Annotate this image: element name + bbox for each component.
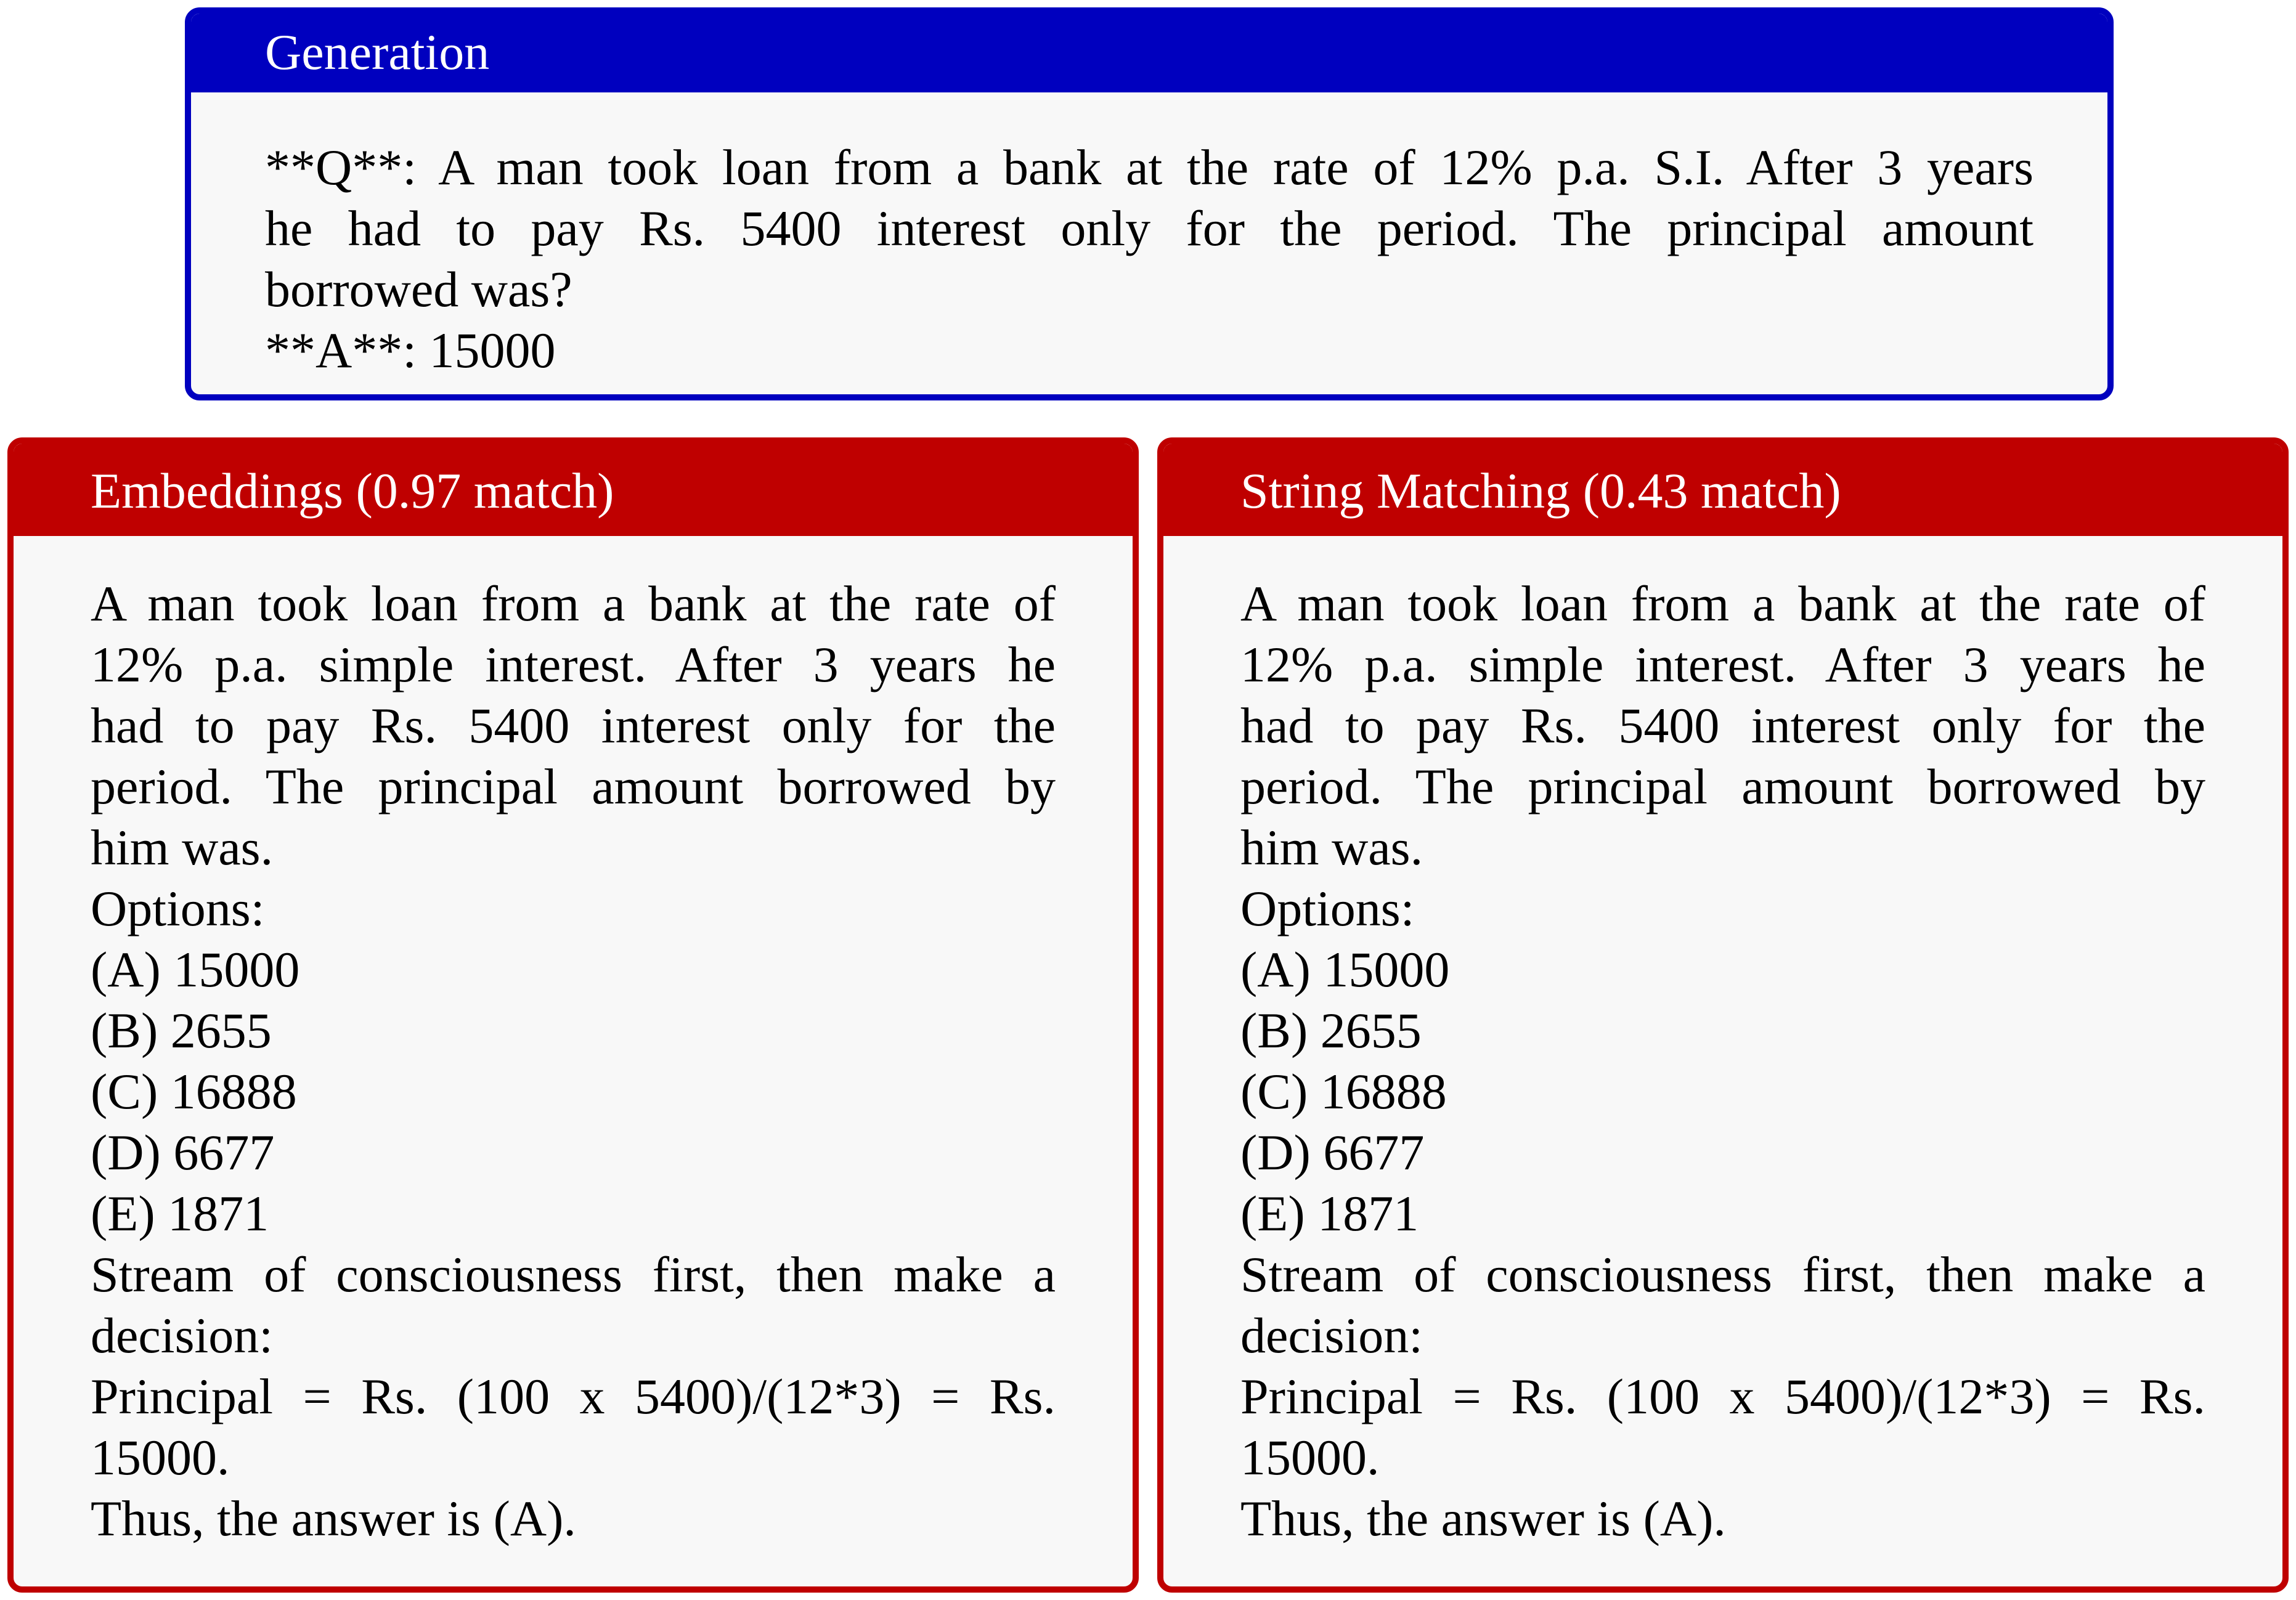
string-matching-line: A man took loan from a bank at the rate of <box>1240 575 2205 631</box>
string-matching-line: Thus, the answer is (A). <box>1240 1490 1726 1546</box>
generation-line: **Q**: A man took loan from a bank at the rate of 12% p.a. S.I. After 3 years <box>265 139 2033 195</box>
string-matching-box <box>1157 437 2289 1593</box>
embeddings-option: (A) 15000 <box>91 941 300 997</box>
embeddings-box <box>7 437 1139 1593</box>
string-matching-option: (C) 16888 <box>1240 1063 1447 1119</box>
string-matching-line: Options: <box>1240 880 1415 936</box>
generation-line: he had to pay Rs. 5400 interest only for the period. The principal amount <box>265 200 2033 256</box>
string-matching-line: Stream of consciousness first, then make a <box>1240 1246 2205 1302</box>
string-matching-line: him was. <box>1240 819 1423 875</box>
embeddings-line: Principal = Rs. (100 x 5400)/(12*3) = Rs. <box>91 1368 1056 1424</box>
string-matching-option: (E) 1871 <box>1240 1185 1419 1241</box>
string-matching-option: (D) 6677 <box>1240 1124 1425 1180</box>
string-matching-line: period. The principal amount borrowed by <box>1240 758 2205 814</box>
string-matching-option: (B) 2655 <box>1240 1002 1422 1058</box>
embeddings-option: (B) 2655 <box>91 1002 272 1058</box>
string-matching-line: decision: <box>1240 1307 1423 1363</box>
embeddings-line: decision: <box>91 1307 274 1363</box>
embeddings-option: (E) 1871 <box>91 1185 269 1241</box>
generation-line: borrowed was? <box>265 261 572 317</box>
embeddings-line: Thus, the answer is (A). <box>91 1490 576 1546</box>
string-matching-line: had to pay Rs. 5400 interest only for the <box>1240 697 2205 753</box>
string-matching-option: (A) 15000 <box>1240 941 1450 997</box>
embeddings-line: 12% p.a. simple interest. After 3 years he <box>91 636 1056 692</box>
string-matching-header <box>1163 444 2282 536</box>
string-matching-line: 15000. <box>1240 1429 1380 1485</box>
embeddings-option: (D) 6677 <box>91 1124 275 1180</box>
embeddings-body <box>14 536 1133 1549</box>
embeddings-header <box>14 444 1133 536</box>
embeddings-line: had to pay Rs. 5400 interest only for the <box>91 697 1056 753</box>
string-matching-title: String Matching (0.43 match) <box>1240 463 1841 519</box>
string-matching-body <box>1163 536 2282 1549</box>
embeddings-line: him was. <box>91 819 274 875</box>
generation-line: **A**: 15000 <box>265 322 556 378</box>
embeddings-option: (C) 16888 <box>91 1063 297 1119</box>
string-matching-line: Principal = Rs. (100 x 5400)/(12*3) = Rs. <box>1240 1368 2205 1424</box>
generation-box <box>185 7 2114 400</box>
embeddings-title: Embeddings (0.97 match) <box>91 463 614 519</box>
embeddings-line: 15000. <box>91 1429 230 1485</box>
string-matching-line: 12% p.a. simple interest. After 3 years he <box>1240 636 2205 692</box>
embeddings-line: Options: <box>91 880 265 936</box>
generation-header <box>191 14 2107 92</box>
embeddings-line: Stream of consciousness first, then make a <box>91 1246 1056 1302</box>
embeddings-line: period. The principal amount borrowed by <box>91 758 1056 814</box>
generation-body <box>191 92 2107 381</box>
generation-title: Generation <box>265 24 490 80</box>
embeddings-line: A man took loan from a bank at the rate of <box>91 575 1056 631</box>
